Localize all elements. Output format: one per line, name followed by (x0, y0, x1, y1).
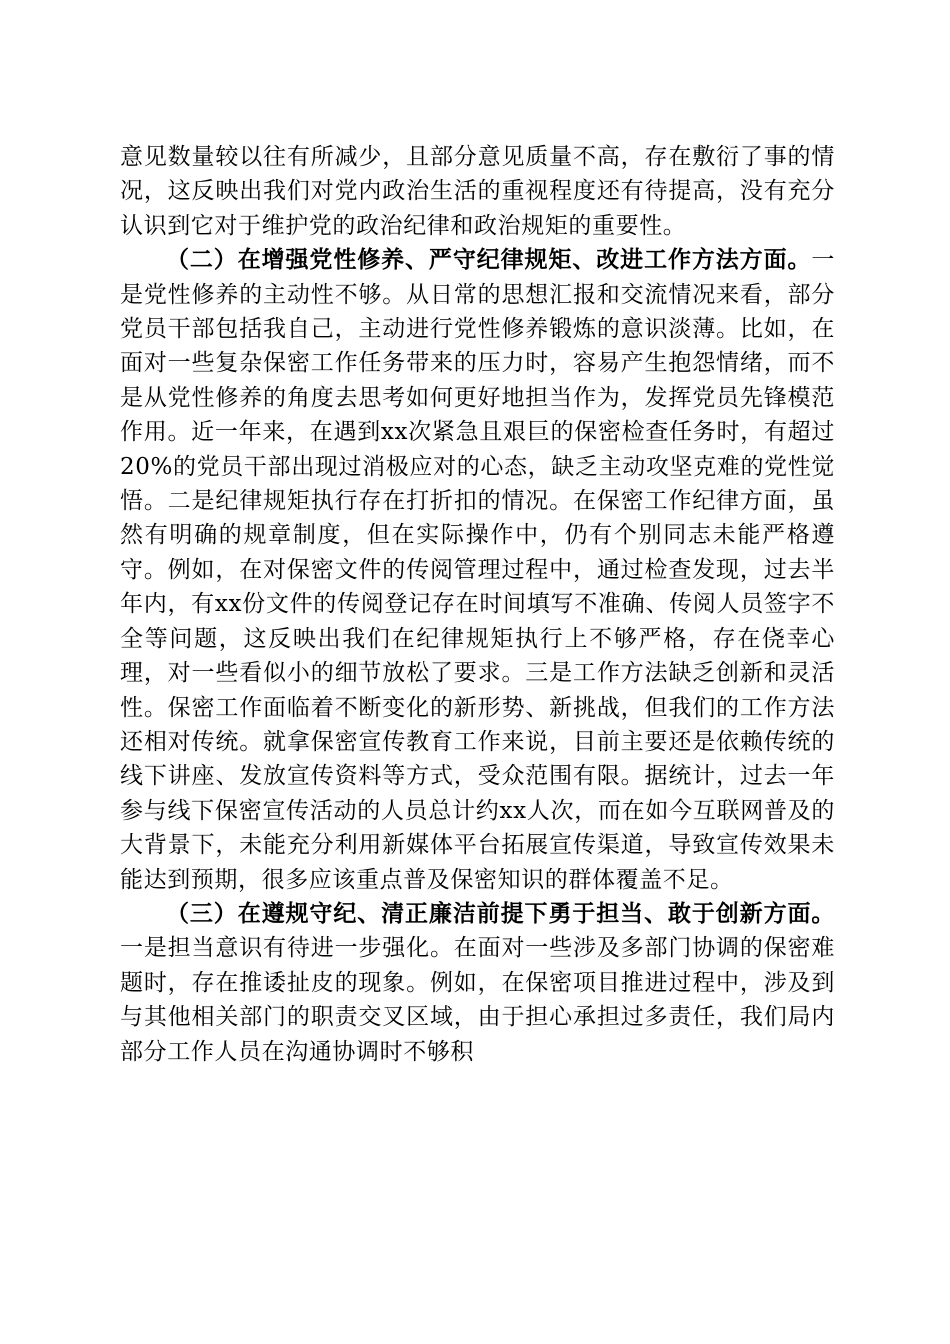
paragraph-section-3 (120, 897, 835, 1069)
paragraph-continued (120, 140, 835, 243)
paragraph-section-2 (120, 243, 835, 897)
section-heading: （三）在遵规守纪、清正廉洁前提下勇于担当、敢于创新方面。 (166, 899, 835, 927)
paragraph-body: 意见数量较以往有所减少，且部分意见质量不高，存在敷衍了事的情况，这反映出我们对党内政治生活的重视程度还有待提高，没有充分认识到它对于维护党的政治纪律和政治规矩的重要性。 (120, 144, 835, 239)
paragraph-body: 一是担当意识有待进一步强化。在面对一些涉及多部门协调的保密难题时，存在推诿扯皮的现象。例如，在保密项目推进过程中，涉及到与其他相关部门的职责交叉区域，由于担心承担过多责任，我们局内部分工作人员在沟通协调时不够积 (120, 935, 835, 1065)
section-heading: （二）在增强党性修养、严守纪律规矩、改进工作方法方面。 (166, 246, 812, 274)
paragraph-body: 一是党性修养的主动性不够。从日常的思想汇报和交流情况来看，部分党员干部包括我自己，主动进行党性修养锻炼的意识淡薄。比如，在面对一些复杂保密工作任务带来的压力时，容易产生抱怨情绪，而不是从党性修养的角度去思考如何更好地担当作为，发挥党员先锋模范作用。近一年来，在遇到xx次紧急且艰巨的保密检查任务时，有超过20%的党员干部出现过消极应对的心态，缺乏主动攻坚克难的党性觉悟。二是纪律规矩执行存在打折扣的情况。在保密工作纪律方面，虽然有明确的规章制度，但在实际操作中，仍有个别同志未能严格遵守。例如，在对保密文件的传阅管理过程中，通过检查发现，过去半年内，有xx份文件的传阅登记存在时间填写不准确、传阅人员签字不全等问题，这反映出我们在纪律规矩执行上不够严格，存在侥幸心理，对一些看似小的细节放松了要求。三是工作方法缺乏创新和灵活性。保密工作面临着不断变化的新形势、新挑战，但我们的工作方法还相对传统。就拿保密宣传教育工作来说，目前主要还是依赖传统的线下讲座、发放宣传资料等方式，受众范围有限。据统计，过去一年参与线下保密宣传活动的人员总计约xx人次，而在如今互联网普及的大背景下，未能充分利用新媒体平台拓展宣传渠道，导致宣传效果未能达到预期，很多应该重点普及保密知识的群体覆盖不足。 (120, 247, 835, 893)
document-body (120, 140, 835, 1069)
